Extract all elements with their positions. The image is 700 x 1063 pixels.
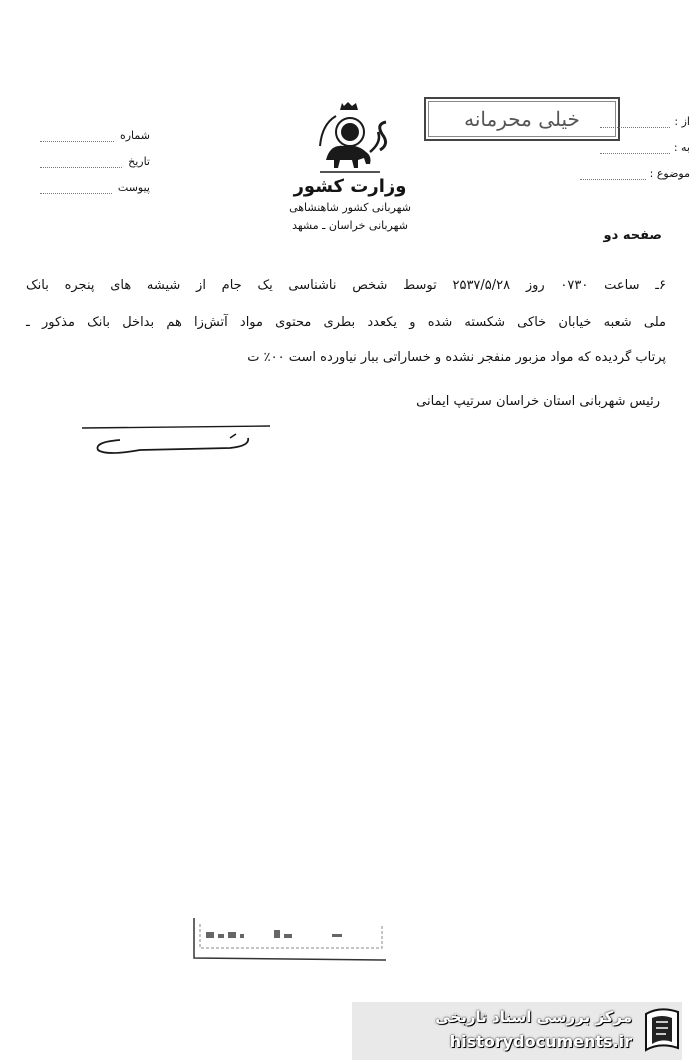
watermark-title: مرکز بررسی اسناد تاریخی [435,1008,632,1026]
lion-and-sun-emblem [300,102,400,182]
signature-line: رئیس شهربانی استان خراسان سرتیپ ایمانی [416,394,660,409]
to-field [600,134,690,154]
number-dots [40,127,114,142]
attachment-field [40,170,150,194]
number-label: شماره [119,129,150,142]
date-label: تاریخ [128,155,150,168]
watermark-url: historydocuments.ir [449,1032,632,1051]
ministry-subtitle-1: شهربانی کشور شاهنشاهی [289,201,411,214]
subject-dots [580,167,646,180]
date-dots [40,153,122,168]
classification-stamp: خیلی محرمانه [424,97,620,141]
subject-field [580,160,690,180]
to-dots [600,141,670,154]
handwritten-signature [80,420,280,460]
subject-label: موضوع : [649,167,690,180]
attachment-label: پیوست [117,181,150,194]
attachment-dots [40,179,112,194]
ministry-title: وزارت کشور [293,176,407,197]
body-line-1: ۶ـ ساعت ۰۷۳۰ روز ۲۵۳۷/۵/۲۸ توسط شخص ناشناسی یک جام از شیشه های پنجره بانک [26,278,666,293]
from-field [600,108,690,128]
number-field [40,118,150,142]
to-label: به : [673,141,690,154]
bottom-stamp [192,912,388,962]
date-field [40,144,150,168]
from-label: از : [674,115,690,128]
body-line-2: ملی شعبه خیابان خاکی شکسته شده و یکعدد بطری محتوی مواد آتش‌زا هم بداخل بانک مذکور ـ [26,315,666,330]
ministry-subtitle-2: شهربانی خراسان ـ مشهد [292,219,408,232]
archive-logo-icon [640,1004,686,1056]
from-dots [600,115,670,128]
body-line-3: پرتاب گردیده که مواد مزبور منفجر نشده و خساراتی ببار نیاورده است ۰۰٪ ت [247,350,666,365]
page-label: صفحه دو [603,228,662,243]
